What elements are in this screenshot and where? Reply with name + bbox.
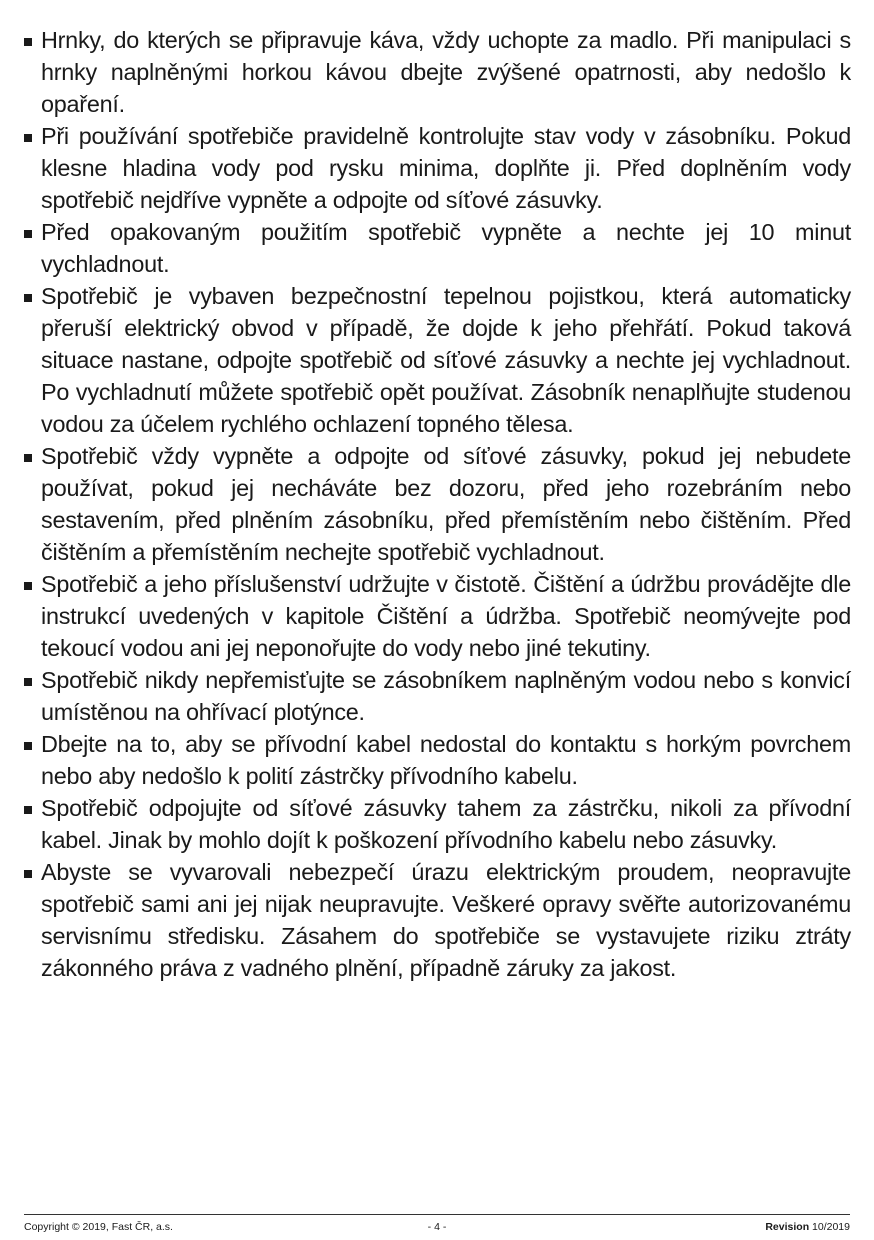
document-body <box>24 24 851 984</box>
bullet-square-icon <box>24 230 32 238</box>
list-item-text: Dbejte na to, aby se přívodní kabel nedostal do kontaktu s horkým povrchem nebo aby nedošlo k polití zástrčky přívodního kabelu. <box>41 731 851 789</box>
list-item <box>24 792 851 856</box>
page-footer <box>24 1219 850 1235</box>
safety-instructions-list <box>24 24 851 984</box>
list-item-text: Při používání spotřebiče pravidelně kontrolujte stav vody v zásobníku. Pokud klesne hladina vody pod rysku minima, doplňte ji. Před doplněním vody spotřebič nejdříve vypněte a odpojte od síťové zásuvky. <box>41 123 851 213</box>
revision-label: Revision <box>765 1221 810 1233</box>
bullet-square-icon <box>24 678 32 686</box>
revision-date: 10/2019 <box>812 1221 850 1233</box>
list-item <box>24 728 851 792</box>
revision-info <box>765 1219 850 1235</box>
list-item <box>24 440 851 568</box>
list-item <box>24 216 851 280</box>
copyright-text: Copyright © 2019, Fast ČR, a.s. <box>24 1221 173 1233</box>
list-item-text: Před opakovaným použitím spotřebič vypněte a nechte jej 10 minut vychladnout. <box>41 219 851 277</box>
list-item <box>24 856 851 984</box>
list-item-text: Abyste se vyvarovali nebezpečí úrazu elektrickým proudem, neopravujte spotřebič sami ani jej nijak neupravujte. Veškeré opravy svěřte autorizovanému servisnímu středisku. Zásahem do spotřebiče se vystavujete riziku ztráty zákonného práva z vadného plnění, případně záruky za jakost. <box>41 859 851 981</box>
bullet-square-icon <box>24 454 32 462</box>
bullet-square-icon <box>24 294 32 302</box>
list-item <box>24 664 851 728</box>
bullet-square-icon <box>24 134 32 142</box>
list-item-text: Hrnky, do kterých se připravuje káva, vždy uchopte za madlo. Při manipulaci s hrnky naplněnými horkou kávou dbejte zvýšené opatrnosti, aby nedošlo k opaření. <box>41 27 851 117</box>
list-item-text: Spotřebič odpojujte od síťové zásuvky tahem za zástrčku, nikoli za přívodní kabel. Jinak by mohlo dojít k poškození přívodního kabelu nebo zásuvky. <box>41 795 851 853</box>
bullet-square-icon <box>24 806 32 814</box>
list-item-text: Spotřebič nikdy nepřemisťujte se zásobníkem naplněným vodou nebo s konvicí umístěnou na ohřívací plotýnce. <box>41 667 851 725</box>
bullet-square-icon <box>24 582 32 590</box>
footer-divider <box>24 1214 850 1215</box>
list-item <box>24 24 851 120</box>
list-item-text: Spotřebič je vybaven bezpečnostní tepelnou pojistkou, která automaticky přeruší elektrický obvod v případě, že dojde k jeho přehřátí. Pokud taková situace nastane, odpojte spotřebič od síťové zásuvky a nechte jej vychladnout. Po vychladnutí můžete spotřebič opět používat. Zásobník nenaplňujte studenou vodou za účelem rychlého ochlazení topného tělesa. <box>41 283 851 437</box>
bullet-square-icon <box>24 870 32 878</box>
bullet-square-icon <box>24 38 32 46</box>
list-item-text: Spotřebič vždy vypněte a odpojte od síťové zásuvky, pokud jej nebudete používat, pokud jej necháváte bez dozoru, před jeho rozebráním nebo sestavením, před plněním zásobníku, před přemístěním nebo čištěním. Před čištěním a přemístěním nechejte spotřebič vychladnout. <box>41 443 851 565</box>
bullet-square-icon <box>24 742 32 750</box>
list-item <box>24 280 851 440</box>
list-item <box>24 120 851 216</box>
list-item-text: Spotřebič a jeho příslušenství udržujte v čistotě. Čištění a údržbu provádějte dle instrukcí uvedených v kapitole Čištění a údržba. Spotřebič neomývejte pod tekoucí vodou ani jej neponořujte do vody nebo jiné tekutiny. <box>41 571 851 661</box>
list-item <box>24 568 851 664</box>
page-number: - 4 - <box>427 1221 447 1233</box>
